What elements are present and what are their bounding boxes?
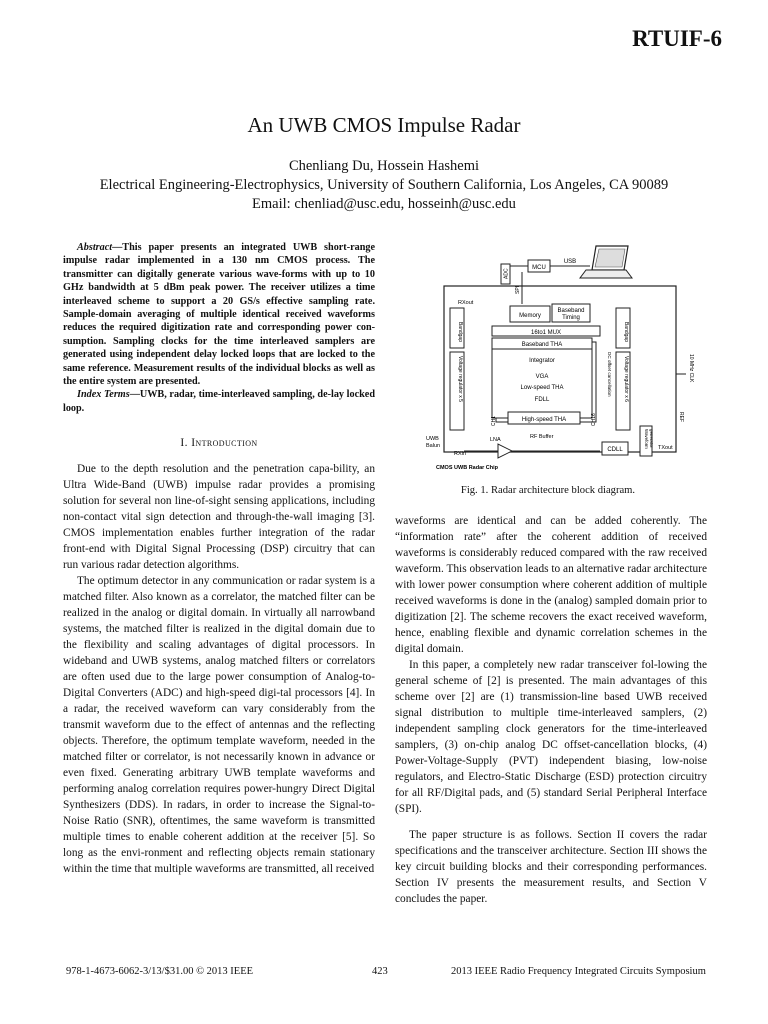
vga-label: VGA [535, 374, 549, 380]
abstract-label: Abstract [77, 242, 113, 253]
body-paragraph: Due to the depth resolution and the penetration capa-bility, an Ultra Wide-Band (UWB) impulse radar provides a promising solution for several non line-of-sight sensing applications, including non-contact vital sign detection and through-the-wall imaging [3]. CMOS implementation enables further integration of the radar front-end with Digital Signal Processing (DSP) circuitry that can run various radar detection algorithms. [63, 463, 375, 572]
laptop-icon [580, 246, 632, 278]
baseband-tha-label: Baseband THA [521, 342, 563, 348]
waveform-gen-label-2: generator [649, 429, 654, 448]
usb-label: USB [563, 259, 577, 265]
mux-label: 16to1 MUX [530, 330, 562, 336]
body-paragraph: The optimum detector in any communication or radar system is a matched filter. Also known as a correlator, the matched filter can be realized in the analog or digital domain. In virtually all narrowband systems, the matched filter is realized in the digital domain due to the flexibility and scaling advantages of digital processors. In wideband and UWB systems, analog matched filters or correlators are often used due to the large power consumption of Analog-to-Digital Converters (ADC) and high-speed digi-tal processors [4]. In a radar, the received waveform can vary considerably from the transmit waveform due to the effect of antennas and the reflecting objects. Therefore, the optimum template waveform, needed in the matched filter or correlator, is not necessarily known in advance or even fixed. Generating arbitrary UWB template waveforms and performing analog correlation requires power-hungry Direct Digital Synthesizers (DDS). In radars, in order to increase the Signal-to-Noise Ratio (SNR), oftentimes, the same waveform is transmitted multiple times to enable coherent addition at the receiver [5]. So long as the envi-ronment and reflecting objects remain stationary within the time that multiple waveforms are transmitted, all received [63, 575, 375, 876]
mcu-label: MCU [532, 265, 546, 271]
figure-caption: Fig. 1. Radar architecture block diagram. [460, 485, 636, 496]
memory-label: Memory [519, 313, 541, 319]
index-terms-text: —UWB, radar, time-interleaved sampling, de-lay locked loop. [63, 389, 375, 414]
balun-label-2: Balun [426, 443, 441, 449]
rxin-label: RXin [454, 451, 466, 457]
highspeed-tha-label: High-speed THA [521, 417, 567, 423]
rf-buffer-label: RF Buffer [530, 434, 554, 440]
body-paragraph: waveforms are identical and can be added coherently. The “information rate” after the coherent addition of received waveforms is considerably reduced compared with the raw received waveform. This observation leads to an alternative radar architecture with lower power consumption where coherent addition of multiple received waveforms is done in the (analog) sampled domain prior to digitization [2]. The scheme recovers the exact received waveform, hence, enabling flexible and dynamic correlation schemes in the digital domain. [395, 515, 707, 655]
txout-label: TXout [658, 445, 673, 451]
paper-code: RTUIF-6 [632, 26, 722, 51]
lna-label: LNA [490, 437, 501, 443]
vreg-right-label: Voltage regulator x 6 [623, 356, 629, 402]
adc-label: ADC [503, 268, 510, 279]
affiliation: Electrical Engineering-Electrophysics, University of Southern California, Los Angeles, CA 90089 [99, 177, 669, 193]
footer-isbn: 978-1-4673-6062-3/13/$31.00 © 2013 IEEE [66, 966, 254, 977]
left-column [63, 241, 375, 877]
bandgap-left-label: Bandgap [457, 321, 463, 342]
authors: Chenliang Du, Hossein Hashemi [288, 158, 480, 174]
body-paragraph: The paper structure is as follows. Section II covers the radar specifications and the transceiver architecture. Section III shows the key circuit building blocks and their corresponding performances. Section IV presents the measurement results, and Section V concludes the paper. [395, 829, 707, 905]
cdll-label: CDLL [607, 447, 623, 453]
timing-label: Baseband [557, 308, 585, 314]
rxout-label: RXout [458, 300, 474, 306]
abstract [63, 241, 375, 415]
ref-label: REF [678, 412, 684, 422]
ch1-label: CH1 [491, 415, 497, 426]
fdll-label: FDLL [534, 397, 550, 403]
ch16-label: CH16 [591, 413, 597, 426]
right-column [395, 513, 707, 907]
lowspeed-tha-label: Low-speed THA [520, 385, 564, 391]
vreg-left-label: Voltage regulator x 5 [457, 356, 463, 402]
bandgap-right-label: Bandgap [623, 321, 629, 342]
integrator-label: Integrator [529, 358, 555, 364]
timing-label-2: Timing [562, 315, 580, 321]
chip-label: CMOS UWB Radar Chip [436, 465, 499, 471]
email: Email: chenliad@usc.edu, hosseinh@usc.edu [252, 196, 516, 212]
page-number: 423 [372, 966, 388, 977]
paper-title: An UWB CMOS Impulse Radar [247, 113, 521, 137]
section-heading-introduction: I. Introduction [180, 437, 258, 450]
block-diagram-figure [412, 244, 712, 476]
spi-label: SPI [515, 285, 521, 294]
footer-conference: 2013 IEEE Radio Frequency Integrated Circuits Symposium [451, 966, 706, 977]
body-paragraph: In this paper, a completely new radar transceiver fol-lowing the general scheme of [2] is presented. The main advantages of this scheme over [2] are (1) transmission-line based UWB received signal distribution to multiple time-interleaved samplers, (2) independent sampling clock generators for the time-interleaved samplers, (3) on-chip analog DC offset-cancellation blocks, (4) Power-Voltage-Supply (PVT) independent biasing, low-noise regulators, and Electro-Static Discharge (ESD) protection circuitry for all RF/Digital pads, and (5) standard Serial Peripheral Interface (SPI). [395, 659, 707, 815]
abstract-text: —This paper presents an integrated UWB short-range impulse radar implemented in a 130 nm CMOS process. The transmitter can digitally generate various wave-forms with up to 10 GHz bandwidth at 5 dBm peak power. The receiver utilizes a time interleaved scheme to support a 20 GS/s effective sampling rate. Sample-domain averaging of multiple identical received waveforms reduces the required digitization rate and corresponding power con-sumption. Sampling clocks for the time interleaved samplers are generated using independent delay locked loops that are locked to the same reference. Measurement results of the individual blocks as well as the entire system are presented. [63, 242, 375, 388]
waveform-gen-label: Waveform [644, 429, 649, 449]
index-terms-label: Index Terms [77, 389, 130, 401]
offset-label: DC offset cancellation [607, 352, 612, 397]
balun-label: UWB [426, 436, 439, 442]
clk-label: 10 MHz CLK [688, 354, 694, 383]
